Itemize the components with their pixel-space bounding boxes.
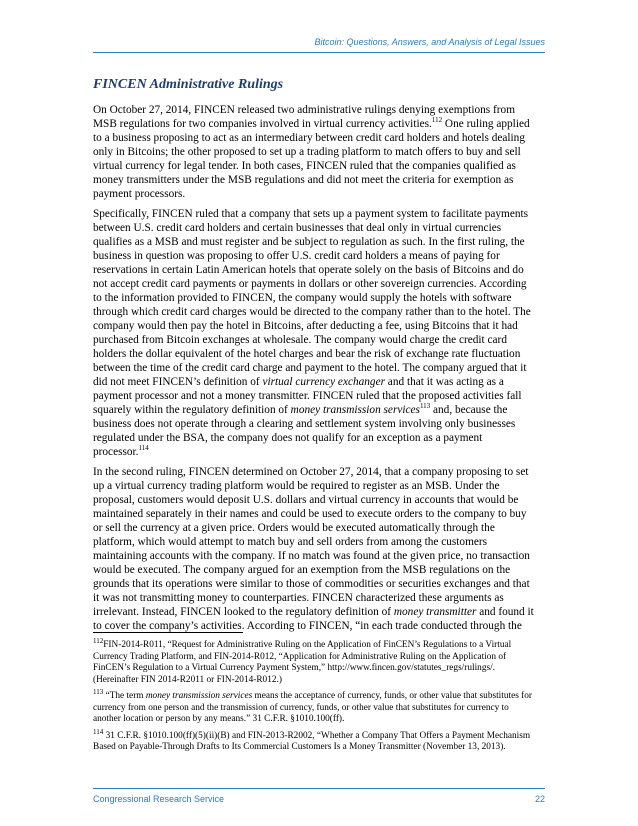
paragraph-line [93, 605, 545, 619]
footnote-ref-113[interactable]: 113 [419, 402, 431, 411]
paragraph-2 [93, 207, 545, 459]
paragraph-line: up a virtual currency trading platform would be required to register as an MSB. Under the [93, 480, 500, 492]
line-text: “The term [103, 691, 146, 701]
paragraph-line: proposal, customers would deposit U.S. dollars and virtual currency in accounts that would be [93, 494, 519, 506]
paragraph-1 [93, 103, 545, 201]
paragraph-line: business does not operate through a clearing and settlement system involving only businesses [93, 418, 516, 430]
section-heading: FINCEN Administrative Rulings [93, 77, 284, 92]
paragraph-line: holders the dollar equivalent of the hotel charges and bear the risk of exchange rate fluctuation [93, 348, 521, 360]
paragraph-line [93, 403, 545, 417]
line-text: and found it [476, 606, 534, 618]
footnote-number: 113 [93, 687, 104, 696]
line-text: squarely within the regulatory definition of [93, 404, 291, 416]
paragraph-3 [93, 465, 545, 633]
footnote-line: (Hereinafter FIN 2014-R2011 or FIN-2014-R012.) [93, 674, 282, 685]
footnote-line: Currency Trading Platform, and FIN-2014-R012, “Application for Administrative Ruling on the Application of [93, 651, 507, 662]
paragraph-line: between the time of the credit card charge and payment to the hotel. The company argued that it [93, 362, 527, 374]
header-rule [93, 52, 545, 53]
paragraph-line: platform, which would attempt to match buy and sell orders from among the customers [93, 536, 488, 548]
paragraph-line: purchased from Bitcoin exchanges at wholesale. The company would charge the credit card [93, 334, 507, 346]
footnote-line: currency from one person and the transmission of currency, funds, or other value that substitutes for currency to [93, 702, 509, 713]
line-text: processor. [93, 446, 139, 458]
paragraph-line: it was not transmitting money to counterparties. FINCEN characterized these arguments as [93, 592, 504, 604]
footer-organization: Congressional Research Service [93, 794, 225, 804]
footnotes [93, 636, 545, 759]
term-virtual-currency-exchanger: virtual currency exchanger [262, 376, 385, 388]
paragraph-line: would be executed. The company argued for an exemption from the MSB regulations on the [93, 564, 511, 576]
line-text: irrelevant. Instead, FINCEN looked to the regulatory definition of [93, 606, 394, 618]
paragraph-line: qualifies as a MSB and must register and be subject to regulation as such. In the first ruling, the [93, 236, 525, 248]
main-content [93, 74, 545, 639]
line-text: and, because the [430, 404, 508, 416]
paragraph-line: On October 27, 2014, FINCEN released two administrative rulings denying exemptions from [93, 104, 515, 116]
paragraph-line: to a business proposing to act as an intermediary between credit card holders and hotels dealing [93, 132, 525, 144]
paragraph-line [93, 375, 545, 389]
paragraph-line: through which credit card charges would be directed to the company rather than to the hotel. The [93, 306, 531, 318]
line-text: MSB regulations for two companies involved in virtual currency activities. [93, 118, 432, 130]
paragraph-line: money transmitters under the MSB regulations and did not meet the criteria for exemption as [93, 174, 514, 186]
line-text: FIN-2014-R011, “Request for Administrative Ruling on the Application of FinCEN’s Regulations to a Virtual [103, 640, 512, 650]
footnote-number: 114 [93, 727, 104, 736]
paragraph-line: to cover the company’s activities. According to FINCEN, “in each trade conducted through the [93, 620, 522, 632]
line-text: One ruling applied [442, 118, 530, 130]
page-number: 22 [534, 794, 545, 804]
footnote-113 [93, 687, 545, 726]
footnote-line: Based on Payable-Through Drafts to Its Commercial Customers Is a Money Transmitter (November 13, 2013). [93, 742, 506, 752]
term-money-transmission-services: money transmission services [145, 691, 253, 701]
paragraph-line: company would then pay the hotel in Bitcoins, after deducting a fee, using Bitcoins that it had [93, 320, 518, 332]
line-text: did not meet FINCEN’s definition of [93, 376, 263, 388]
footnote-line [93, 727, 545, 743]
footnote-line [93, 636, 545, 652]
term-money-transmitter: money transmitter [393, 606, 477, 618]
footnote-line [93, 687, 545, 703]
paragraph-line: maintained separately in their names and could be used to execute orders to the company to buy [93, 508, 527, 520]
footnote-112 [93, 636, 545, 686]
paragraph-line: to the information provided to FINCEN, the company would supply the hotels with software [93, 292, 512, 304]
paragraph-line: or sell the currency at a given price. Orders would be executed automatically through the [93, 522, 495, 534]
footnote-number: 112 [93, 636, 104, 645]
running-header: Bitcoin: Questions, Answers, and Analysis of Legal Issues [314, 37, 545, 47]
paragraph-line: payment processors. [93, 188, 186, 200]
paragraph-line: business in question was proposing to offer U.S. credit card holders a means of paying for [93, 250, 500, 262]
paragraph-line: maintaining accounts with the company. If no match was found at the given price, no transaction [93, 550, 530, 562]
paragraph-line: between U.S. credit card holders and certain businesses that deal only in virtual currencies [93, 222, 502, 234]
paragraph-line: grounds that its operations were similar to those of commodities or securities exchanges and that [93, 578, 530, 590]
paragraph-line: reservations in certain Latin American hotels that operate solely on the basis of Bitcoins and do [93, 264, 524, 276]
footnote-line: FinCEN’s Regulation to a Virtual Currency Payment System,” http://www.fincen.gov/statutes_regs/rulings/. [93, 663, 495, 673]
paragraph-line: regulated under the BSA, the company does not qualify for an exception as a payment [93, 432, 483, 444]
footer-rule [93, 788, 545, 789]
footnote-ref-112[interactable]: 112 [431, 116, 443, 125]
footnote-separator [93, 632, 243, 633]
paragraph-line: not accept credit card payments or payments in dollars or other sovereign currencies. According [93, 278, 527, 290]
paragraph-line: In the second ruling, FINCEN determined on October 27, 2014, that a company proposing to set [93, 466, 529, 478]
paragraph-line [93, 117, 545, 131]
footnote-ref-114[interactable]: 114 [138, 444, 149, 453]
line-text: 31 C.F.R. §1010.100(ff)(5)(ii)(B) and FIN-2013-R2002, “Whether a Company That Offers a Payment Mechanism [103, 730, 531, 741]
footnote-114 [93, 727, 545, 754]
footnote-line: another location or person by any means.” 31 C.F.R. §1010.100(ff). [93, 714, 345, 724]
paragraph-line: virtual currency for legal tender. In both cases, FINCEN ruled that the companies qualified as [93, 160, 516, 172]
paragraph-line: only in Bitcoins; the other proposed to set up a trading platform to match offers to buy and sell [93, 146, 521, 158]
term-money-transmission-services: money transmission services [290, 404, 420, 416]
paragraph-line [93, 445, 545, 459]
paragraph-line: payment processor and not a money transmitter. FINCEN ruled that the proposed activities fall [93, 390, 522, 402]
line-text: and that it was acting as a [384, 376, 504, 388]
line-text: means the acceptance of currency, funds, or other value that substitutes for [252, 691, 532, 701]
paragraph-line: Specifically, FINCEN ruled that a company that sets up a payment system to facilitate payments [93, 208, 529, 220]
